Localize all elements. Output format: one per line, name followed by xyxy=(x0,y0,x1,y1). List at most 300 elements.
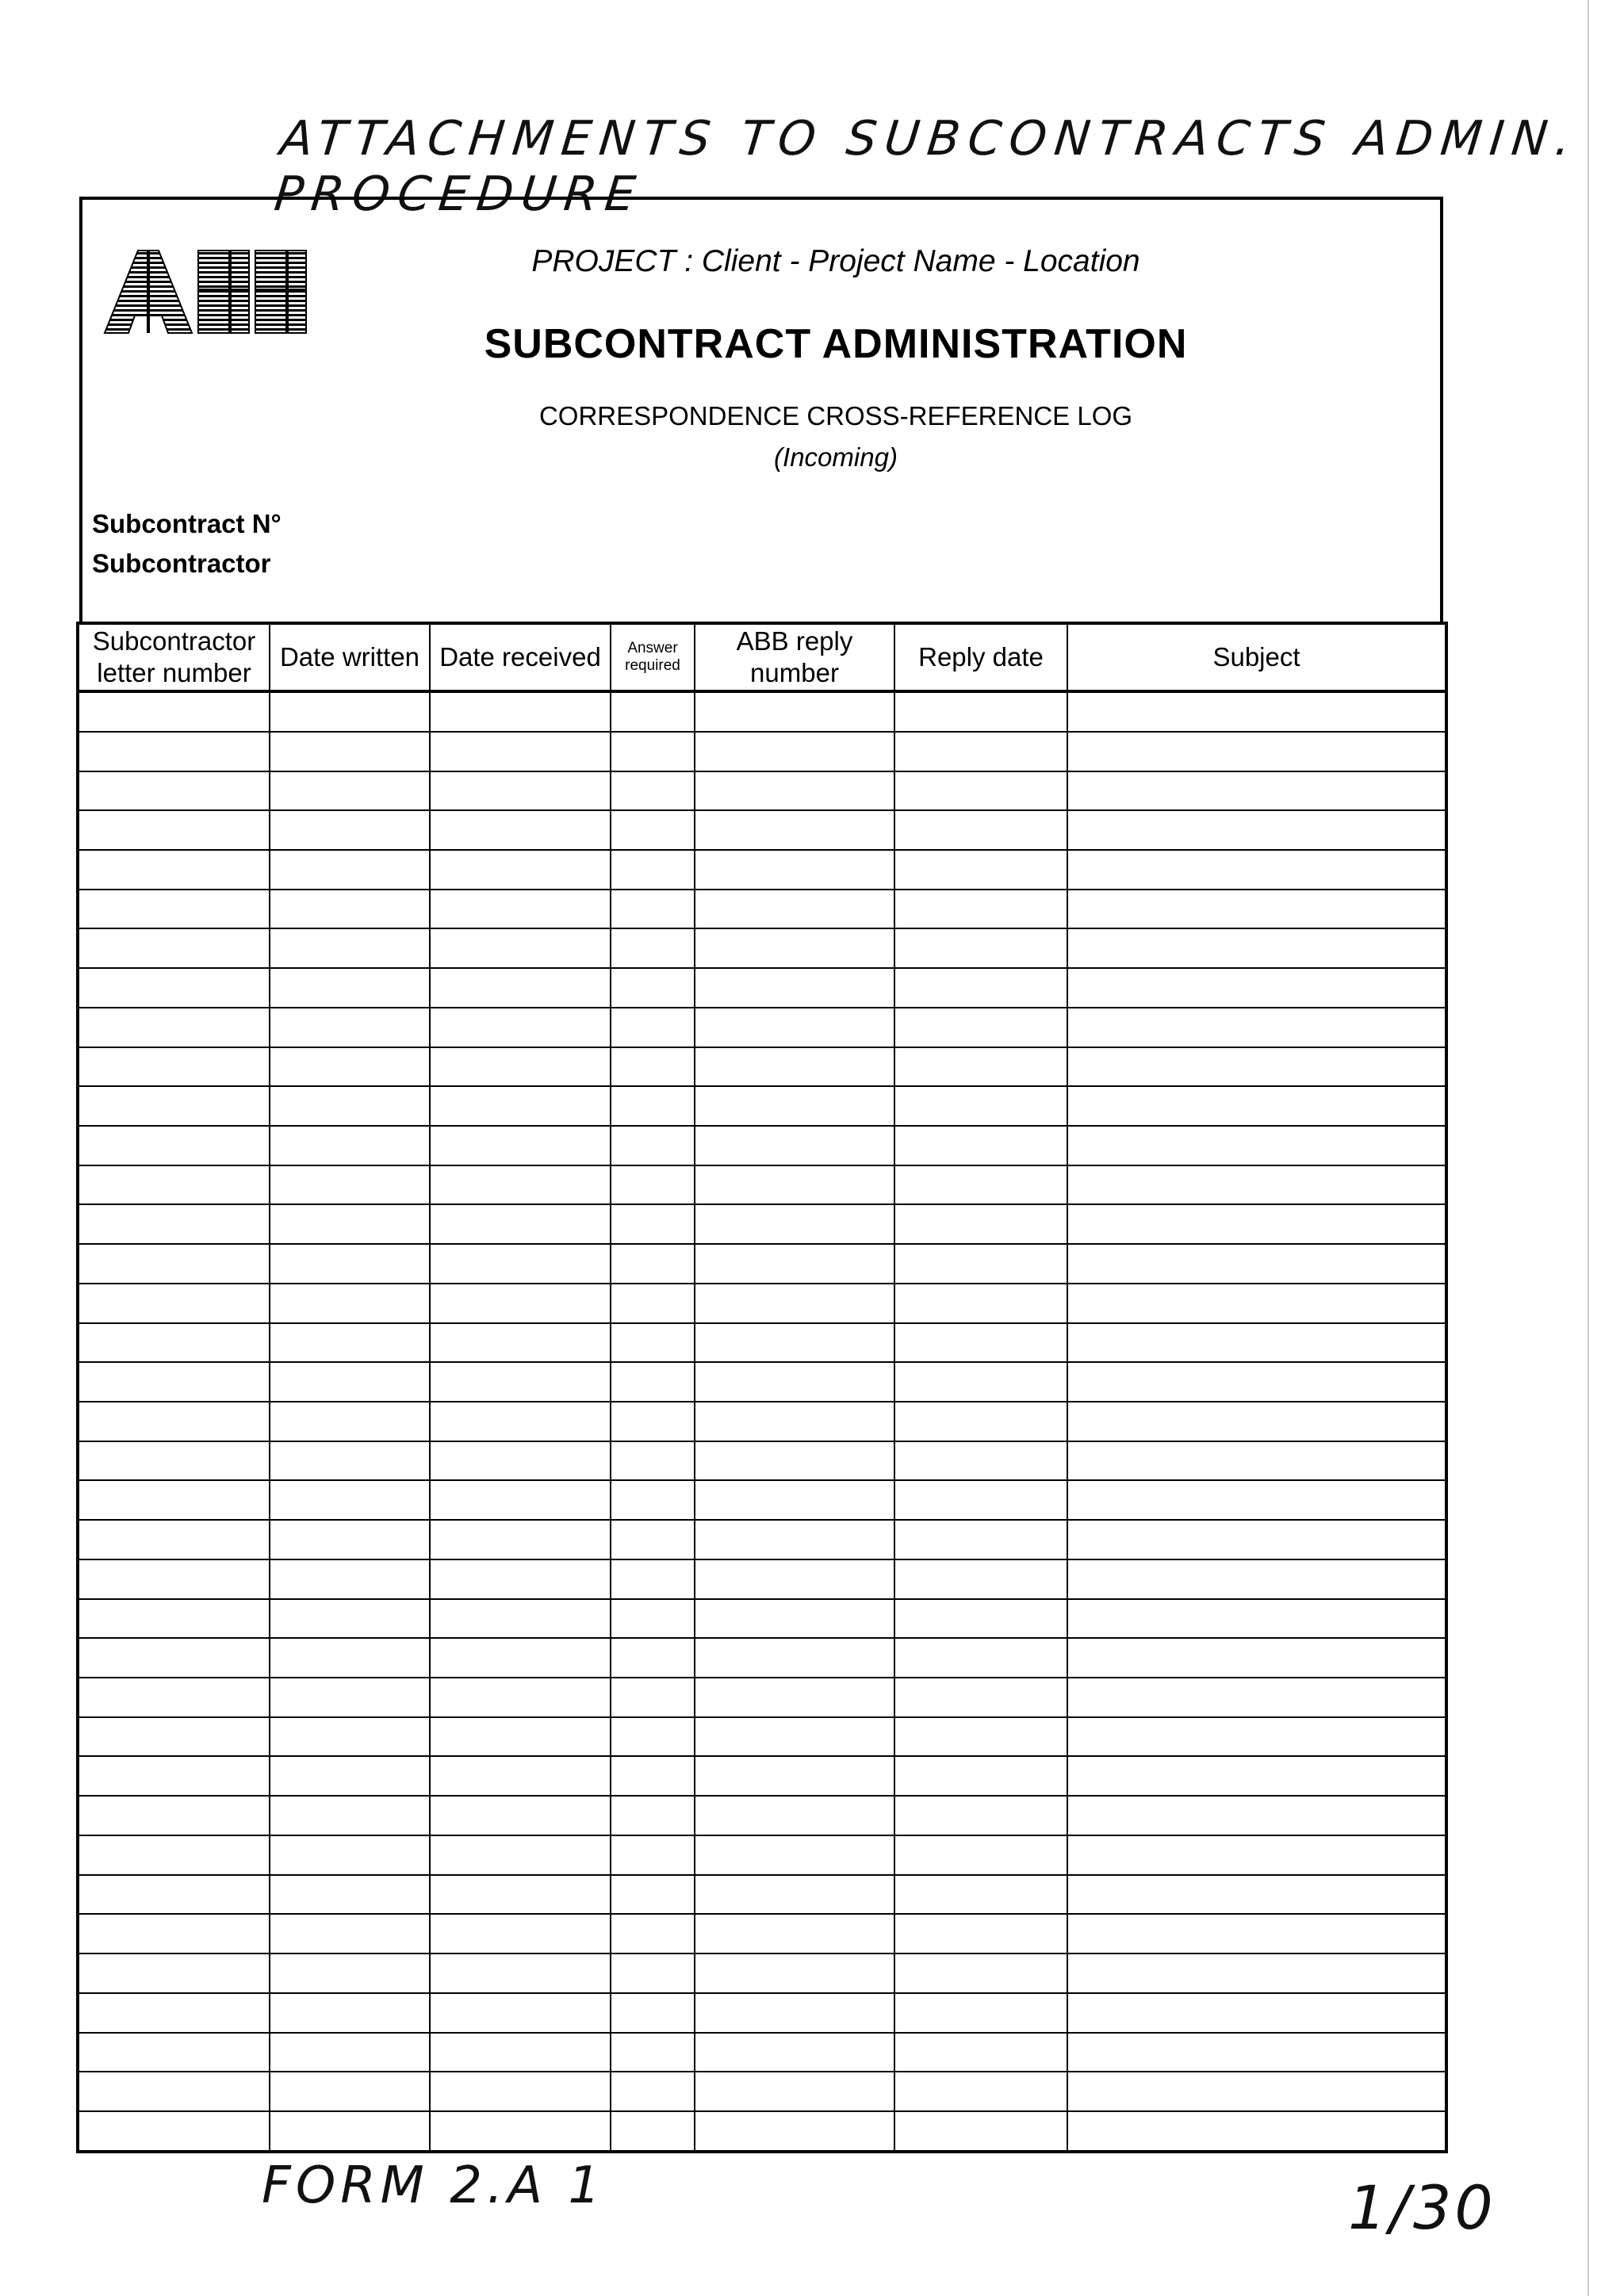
table-cell xyxy=(430,1204,611,1244)
table-row xyxy=(78,691,1446,732)
table-cell xyxy=(1067,1323,1446,1363)
table-cell xyxy=(78,1086,270,1126)
table-cell xyxy=(611,968,695,1008)
table-cell xyxy=(894,1008,1067,1047)
table-cell xyxy=(270,1126,430,1165)
table-cell xyxy=(78,2072,270,2111)
table-cell xyxy=(1067,1126,1446,1165)
table-cell xyxy=(1067,1875,1446,1915)
table-cell xyxy=(78,1047,270,1087)
table-row xyxy=(78,1362,1446,1402)
table-cell xyxy=(695,1284,894,1323)
table-cell xyxy=(695,1204,894,1244)
table-cell xyxy=(430,890,611,929)
table-cell xyxy=(430,1047,611,1087)
table-row xyxy=(78,928,1446,968)
table-cell xyxy=(270,1244,430,1284)
table-cell xyxy=(894,2072,1067,2111)
table-cell xyxy=(270,1756,430,1796)
table-cell xyxy=(894,691,1067,732)
table-row xyxy=(78,1520,1446,1559)
table-cell xyxy=(430,1480,611,1520)
table-cell xyxy=(78,1599,270,1639)
table-cell xyxy=(1067,1008,1446,1047)
table-cell xyxy=(695,1599,894,1639)
table-row xyxy=(78,810,1446,850)
table-cell xyxy=(894,732,1067,771)
table-cell xyxy=(1067,1835,1446,1875)
table-cell xyxy=(611,1284,695,1323)
table-cell xyxy=(1067,771,1446,811)
table-cell xyxy=(1067,1284,1446,1323)
table-row xyxy=(78,1717,1446,1757)
table-cell xyxy=(78,1717,270,1757)
table-cell xyxy=(270,732,430,771)
table-cell xyxy=(1067,2111,1446,2152)
table-cell xyxy=(78,1678,270,1717)
table-cell xyxy=(611,1520,695,1559)
table-row xyxy=(78,1599,1446,1639)
table-cell xyxy=(894,1678,1067,1717)
table-cell xyxy=(695,771,894,811)
table-cell xyxy=(430,1599,611,1639)
table-cell xyxy=(270,1441,430,1481)
table-row xyxy=(78,1126,1446,1165)
table-cell xyxy=(611,1323,695,1363)
table-cell xyxy=(1067,1402,1446,1441)
table-cell xyxy=(611,2111,695,2152)
table-cell xyxy=(894,1126,1067,1165)
table-cell xyxy=(1067,928,1446,968)
table-cell xyxy=(611,2033,695,2072)
table-cell xyxy=(270,1914,430,1954)
table-cell xyxy=(270,1480,430,1520)
table-cell xyxy=(894,1480,1067,1520)
table-cell xyxy=(430,1993,611,2033)
table-cell xyxy=(894,1165,1067,1205)
table-cell xyxy=(695,1244,894,1284)
table-cell xyxy=(695,1559,894,1599)
table-cell xyxy=(78,1520,270,1559)
table-cell xyxy=(270,2111,430,2152)
table-cell xyxy=(430,1362,611,1402)
column-header: Subject xyxy=(1067,623,1446,691)
table-cell xyxy=(430,1914,611,1954)
table-cell xyxy=(270,850,430,890)
table-cell xyxy=(611,1835,695,1875)
table-row xyxy=(78,1244,1446,1284)
table-cell xyxy=(611,1165,695,1205)
table-cell xyxy=(1067,850,1446,890)
table-cell xyxy=(78,1756,270,1796)
table-cell xyxy=(894,1796,1067,1835)
column-header: ABB reply number xyxy=(695,623,894,691)
table-cell xyxy=(1067,1756,1446,1796)
table-cell xyxy=(611,1402,695,1441)
table-cell xyxy=(430,732,611,771)
table-body xyxy=(78,691,1446,2152)
table-cell xyxy=(695,1323,894,1363)
table-cell xyxy=(78,1638,270,1678)
subcontractor-label: Subcontractor xyxy=(92,549,271,578)
table-row xyxy=(78,1638,1446,1678)
table-row xyxy=(78,890,1446,929)
table-cell xyxy=(1067,1914,1446,1954)
table-cell xyxy=(78,1480,270,1520)
table-cell xyxy=(270,691,430,732)
table-row xyxy=(78,1047,1446,1087)
page-edge-line xyxy=(1588,0,1589,2296)
table-cell xyxy=(695,1480,894,1520)
table-cell xyxy=(894,968,1067,1008)
table-cell xyxy=(430,850,611,890)
table-cell xyxy=(78,1323,270,1363)
table-cell xyxy=(430,771,611,811)
table-cell xyxy=(1067,1086,1446,1126)
table-cell xyxy=(695,1402,894,1441)
table-row xyxy=(78,1835,1446,1875)
table-cell xyxy=(611,1362,695,1402)
table-cell xyxy=(894,1954,1067,1993)
table-cell xyxy=(611,1678,695,1717)
table-header-row xyxy=(78,623,1446,691)
table-cell xyxy=(270,2033,430,2072)
table-cell xyxy=(894,1441,1067,1481)
table-cell xyxy=(78,890,270,929)
table-cell xyxy=(695,2111,894,2152)
table-row xyxy=(78,968,1446,1008)
table-cell xyxy=(430,1323,611,1363)
table-cell xyxy=(611,1796,695,1835)
table-cell xyxy=(78,1559,270,1599)
table-cell xyxy=(270,1204,430,1244)
table-row xyxy=(78,1796,1446,1835)
table-cell xyxy=(270,1717,430,1757)
table-cell xyxy=(611,1204,695,1244)
table-cell xyxy=(611,890,695,929)
table-cell xyxy=(78,1402,270,1441)
table-row xyxy=(78,1402,1446,1441)
table-cell xyxy=(894,1086,1067,1126)
table-cell xyxy=(270,1086,430,1126)
table-row xyxy=(78,1559,1446,1599)
table-cell xyxy=(78,732,270,771)
table-cell xyxy=(695,1875,894,1915)
table-cell xyxy=(695,1796,894,1835)
table-cell xyxy=(695,1008,894,1047)
table-cell xyxy=(78,1244,270,1284)
table-row xyxy=(78,1914,1446,1954)
column-header: Reply date xyxy=(894,623,1067,691)
table-cell xyxy=(611,1993,695,2033)
table-row xyxy=(78,732,1446,771)
table-cell xyxy=(611,1008,695,1047)
table-row xyxy=(78,1204,1446,1244)
table-row xyxy=(78,1480,1446,1520)
table-cell xyxy=(430,1402,611,1441)
table-cell xyxy=(430,1638,611,1678)
table-cell xyxy=(270,810,430,850)
table-cell xyxy=(270,928,430,968)
table-cell xyxy=(894,1559,1067,1599)
project-line: PROJECT : Client - Project Name - Location xyxy=(531,244,1140,278)
table-cell xyxy=(270,2072,430,2111)
table-cell xyxy=(270,1284,430,1323)
table-row xyxy=(78,1284,1446,1323)
table-cell xyxy=(430,968,611,1008)
table-cell xyxy=(1067,1047,1446,1087)
table-cell xyxy=(270,1993,430,2033)
table-cell xyxy=(430,1126,611,1165)
column-header: Date received xyxy=(430,623,611,691)
table-cell xyxy=(695,1914,894,1954)
table-cell xyxy=(78,2033,270,2072)
table-cell xyxy=(695,968,894,1008)
table-cell xyxy=(894,850,1067,890)
page-number: 1/30 xyxy=(1348,2172,1496,2243)
column-header: Answer required xyxy=(611,623,695,691)
table-cell xyxy=(78,771,270,811)
table-cell xyxy=(430,1284,611,1323)
table-cell xyxy=(430,1165,611,1205)
table-cell xyxy=(78,1362,270,1402)
table-cell xyxy=(1067,968,1446,1008)
table-cell xyxy=(695,2033,894,2072)
table-cell xyxy=(430,1441,611,1481)
document-title: SUBCONTRACT ADMINISTRATION xyxy=(484,321,1188,367)
table-cell xyxy=(270,1520,430,1559)
table-row xyxy=(78,1323,1446,1363)
table-cell xyxy=(611,1954,695,1993)
table-cell xyxy=(78,1284,270,1323)
table-cell xyxy=(270,1954,430,1993)
table-cell xyxy=(695,890,894,929)
table-cell xyxy=(611,810,695,850)
table-cell xyxy=(611,1244,695,1284)
table-cell xyxy=(695,1678,894,1717)
table-row xyxy=(78,2111,1446,2152)
table-cell xyxy=(270,968,430,1008)
table-cell xyxy=(695,1086,894,1126)
table-cell xyxy=(270,1323,430,1363)
table-row xyxy=(78,771,1446,811)
table-cell xyxy=(78,1993,270,2033)
table-cell xyxy=(611,850,695,890)
table-cell xyxy=(695,1638,894,1678)
table-cell xyxy=(894,1599,1067,1639)
table-row xyxy=(78,1993,1446,2033)
table-cell xyxy=(695,1756,894,1796)
table-cell xyxy=(78,1954,270,1993)
table-row xyxy=(78,1756,1446,1796)
table-cell xyxy=(430,1008,611,1047)
table-cell xyxy=(611,928,695,968)
table-cell xyxy=(611,691,695,732)
table-cell xyxy=(1067,1717,1446,1757)
table-cell xyxy=(695,1717,894,1757)
table-cell xyxy=(695,1993,894,2033)
table-cell xyxy=(695,1441,894,1481)
table-cell xyxy=(1067,1165,1446,1205)
table-cell xyxy=(78,850,270,890)
table-cell xyxy=(430,810,611,850)
table-cell xyxy=(1067,1993,1446,2033)
table-cell xyxy=(611,771,695,811)
column-header: Date written xyxy=(270,623,430,691)
table-cell xyxy=(78,1875,270,1915)
table-cell xyxy=(78,2111,270,2152)
table-cell xyxy=(894,2111,1067,2152)
table-cell xyxy=(695,1126,894,1165)
table-cell xyxy=(894,2033,1067,2072)
table-cell xyxy=(611,732,695,771)
subcontract-number-label: Subcontract N° xyxy=(92,509,282,538)
table-cell xyxy=(270,1008,430,1047)
log-title: CORRESPONDENCE CROSS-REFERENCE LOG xyxy=(538,401,1133,430)
table-cell xyxy=(430,1244,611,1284)
table-cell xyxy=(1067,1204,1446,1244)
table-cell xyxy=(894,1914,1067,1954)
table-cell xyxy=(78,968,270,1008)
table-cell xyxy=(1067,691,1446,732)
table-cell xyxy=(695,1047,894,1087)
table-cell xyxy=(894,1047,1067,1087)
table-cell xyxy=(270,1165,430,1205)
table-row xyxy=(78,1165,1446,1205)
table-cell xyxy=(695,928,894,968)
table-cell xyxy=(270,1559,430,1599)
table-cell xyxy=(1067,1559,1446,1599)
table-cell xyxy=(894,771,1067,811)
table-cell xyxy=(695,850,894,890)
table-cell xyxy=(611,1638,695,1678)
table-row xyxy=(78,1954,1446,1993)
table-cell xyxy=(695,810,894,850)
table-cell xyxy=(430,1835,611,1875)
table-row xyxy=(78,850,1446,890)
log-subtitle: (Incoming) xyxy=(774,442,898,472)
table-cell xyxy=(1067,1796,1446,1835)
table-cell xyxy=(894,928,1067,968)
table-cell xyxy=(611,1086,695,1126)
table-cell xyxy=(430,928,611,968)
table-cell xyxy=(1067,2033,1446,2072)
table-cell xyxy=(78,691,270,732)
table-cell xyxy=(1067,890,1446,929)
table-cell xyxy=(1067,1599,1446,1639)
table-cell xyxy=(611,1875,695,1915)
table-cell xyxy=(894,1756,1067,1796)
table-cell xyxy=(430,1520,611,1559)
table-cell xyxy=(894,1402,1067,1441)
table-cell xyxy=(1067,2072,1446,2111)
table-cell xyxy=(894,1993,1067,2033)
table-cell xyxy=(78,1204,270,1244)
table-cell xyxy=(894,1875,1067,1915)
table-cell xyxy=(894,1284,1067,1323)
table-cell xyxy=(430,1086,611,1126)
table-cell xyxy=(1067,732,1446,771)
table-cell xyxy=(611,1126,695,1165)
table-cell xyxy=(78,1914,270,1954)
table-cell xyxy=(1067,1362,1446,1402)
column-header: Subcontractor letter number xyxy=(78,623,270,691)
table-row xyxy=(78,1086,1446,1126)
table-cell xyxy=(695,1954,894,1993)
table-cell xyxy=(695,1835,894,1875)
table-cell xyxy=(611,2072,695,2111)
table-row xyxy=(78,1441,1446,1481)
table-row xyxy=(78,1678,1446,1717)
table-cell xyxy=(894,1323,1067,1363)
table-cell xyxy=(611,1559,695,1599)
table-cell xyxy=(270,771,430,811)
table-cell xyxy=(430,2072,611,2111)
table-cell xyxy=(611,1480,695,1520)
table-cell xyxy=(1067,1638,1446,1678)
table-cell xyxy=(430,1756,611,1796)
table-cell xyxy=(270,1599,430,1639)
table-cell xyxy=(430,1796,611,1835)
table-cell xyxy=(270,1402,430,1441)
table-cell xyxy=(78,1126,270,1165)
table-cell xyxy=(1067,810,1446,850)
table-cell xyxy=(695,732,894,771)
table-cell xyxy=(270,1875,430,1915)
table-cell xyxy=(695,1362,894,1402)
table-cell xyxy=(894,1362,1067,1402)
table-cell xyxy=(894,1204,1067,1244)
table-cell xyxy=(611,1441,695,1481)
table-cell xyxy=(894,1638,1067,1678)
table-cell xyxy=(270,1047,430,1087)
table-cell xyxy=(430,1954,611,1993)
table-row xyxy=(78,1008,1446,1047)
table-cell xyxy=(695,2072,894,2111)
table-cell xyxy=(270,1362,430,1402)
table-cell xyxy=(270,1796,430,1835)
table-cell xyxy=(695,1520,894,1559)
table-cell xyxy=(78,810,270,850)
table-cell xyxy=(894,1244,1067,1284)
table-cell xyxy=(1067,1441,1446,1481)
table-cell xyxy=(270,1678,430,1717)
table-cell xyxy=(1067,1678,1446,1717)
table-cell xyxy=(78,928,270,968)
table-cell xyxy=(78,1008,270,1047)
table-cell xyxy=(1067,1954,1446,1993)
table-cell xyxy=(270,890,430,929)
table-cell xyxy=(78,1441,270,1481)
table-cell xyxy=(611,1047,695,1087)
handwritten-title: ATTACHMENTS TO SUBCONTRACTS ADMIN. PROCEDURE xyxy=(271,111,1582,222)
table-cell xyxy=(430,691,611,732)
table-cell xyxy=(894,890,1067,929)
table-cell xyxy=(1067,1520,1446,1559)
table-cell xyxy=(78,1796,270,1835)
table-cell xyxy=(611,1717,695,1757)
table-row xyxy=(78,1875,1446,1915)
table-cell xyxy=(894,1520,1067,1559)
table-cell xyxy=(611,1914,695,1954)
table-cell xyxy=(1067,1244,1446,1284)
table-cell xyxy=(1067,1480,1446,1520)
table-cell xyxy=(430,1875,611,1915)
table-cell xyxy=(78,1165,270,1205)
table-cell xyxy=(270,1835,430,1875)
table-cell xyxy=(430,2033,611,2072)
table-cell xyxy=(78,1835,270,1875)
